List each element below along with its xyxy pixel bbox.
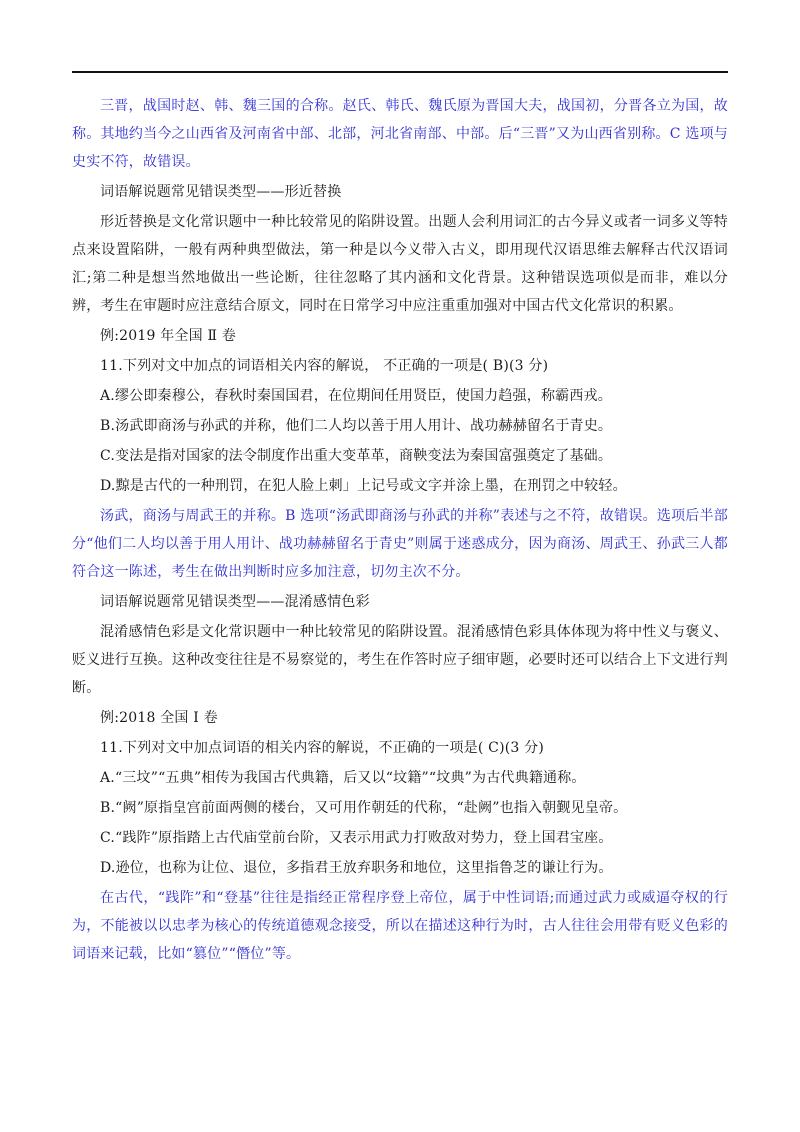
option-a: A.缪公即秦穆公，春秋时秦国国君，在位期间任用贤臣，使国力趋强，称霸西戎。 (100, 388, 612, 404)
explanation-paragraph: 三晋，战国时赵、韩、魏三国的合称。赵氏、韩氏、魏氏原为晋国大夫，战国初，分晋各立为国，故称。其地约当今之山西省及河南省中部、北部，河北省南部、中部。后“三晋”又为山西省别称。C 选项与史实不符，故错误。 (72, 98, 728, 170)
option-b: B.“阙”原指皇宫前面两侧的楼台，又可用作朝廷的代称，“赴阙”也指入朝觐见皇帝。 (100, 800, 628, 816)
option-a: A.“三坟”“五典”相传为我国古代典籍，后又以“坟籍”“坟典”为古代典籍通称。 (100, 770, 586, 786)
option-d: D.黥是古代的一种刑罚，在犯人脸上刺」上记号或文字并涂上墨，在刑罚之中较轻。 (100, 478, 627, 494)
example-heading: 例:2019 年全国 Ⅱ 卷 (100, 328, 237, 344)
option-c: C.“践阼”原指踏上古代庙堂前台阶，又表示用武力打败敌对势力，登上国君宝座。 (100, 830, 613, 846)
header-rule (72, 71, 728, 73)
option-d: D.逊位，也称为让位、退位，多指君王放弃职务和地位，这里指鲁芝的谦让行为。 (100, 860, 613, 876)
option-b: B.汤武即商汤与孙武的并称，他们二人均以善于用人用计、战功赫赫留名于青史。 (100, 418, 613, 434)
section-paragraph: 形近替换是文化常识题中一种比较常见的陷阱设置。出题人会利用词汇的古今异义或者一词多义等特点来设置陷阱，一般有两种典型做法，第一种是以今义带入古义，即用现代汉语思维去解释古代汉语词汇;第二种是想当然地做出一些论断，往往忽略了其内涵和文化背景。这种错误选项似是而非，难以分辨，考生在审题时应注意结合原文，同时在日常学习中应注重重加强对中国古代文化常识的积累。 (72, 214, 728, 314)
section-heading: 词语解说题常见错误类型——混淆感情色彩 (100, 594, 370, 610)
question-stem: 11.下列对文中加点的词语相关内容的解说， 不正确的一项是( B)(3 分) (100, 358, 549, 374)
section-paragraph: 混淆感情色彩是文化常识题中一种比较常见的陷阱设置。混淆感情色彩具体体现为将中性义与褒义、贬义进行互换。这种改变往往是不易察觉的，考生在作答时应子细审题，必要时还可以结合上下文进行判断。 (72, 624, 728, 696)
example-heading: 例:2018 全国 Ⅰ 卷 (100, 710, 218, 726)
answer-explanation: 汤武，商汤与周武王的并称。B 选项“汤武即商汤与孙武的并称”表述与之不符，故错误。选项后半部分“他们二人均以善于用人用计、战功赫赫留名于青史”则属于迷惑成分，因为商汤、周武王、孙武三人都符合这一陈述，考生在做出判断时应多加注意，切勿主次不分。 (72, 508, 728, 580)
document-body (72, 92, 728, 970)
section-heading: 词语解说题常见错误类型——形近替换 (100, 184, 342, 200)
answer-explanation: 在古代，“践阼”和“登基”往往是指经正常程序登上帝位，属于中性词语;而通过武力或威逼夺权的行为，不能被以以忠孝为核心的传统道德观念接受，所以在描述这种行为时，古人往往会用带有贬义色彩的词语来记载，比如“篡位”“僭位”等。 (72, 890, 728, 962)
option-c: C.变法是指对国家的法令制度作出重大变革革，商鞅变法为秦国富强奠定了基础。 (100, 448, 613, 464)
question-stem: 11.下列对文中加点词语的相关内容的解说，不正确的一项是( C)(3 分) (100, 740, 545, 756)
